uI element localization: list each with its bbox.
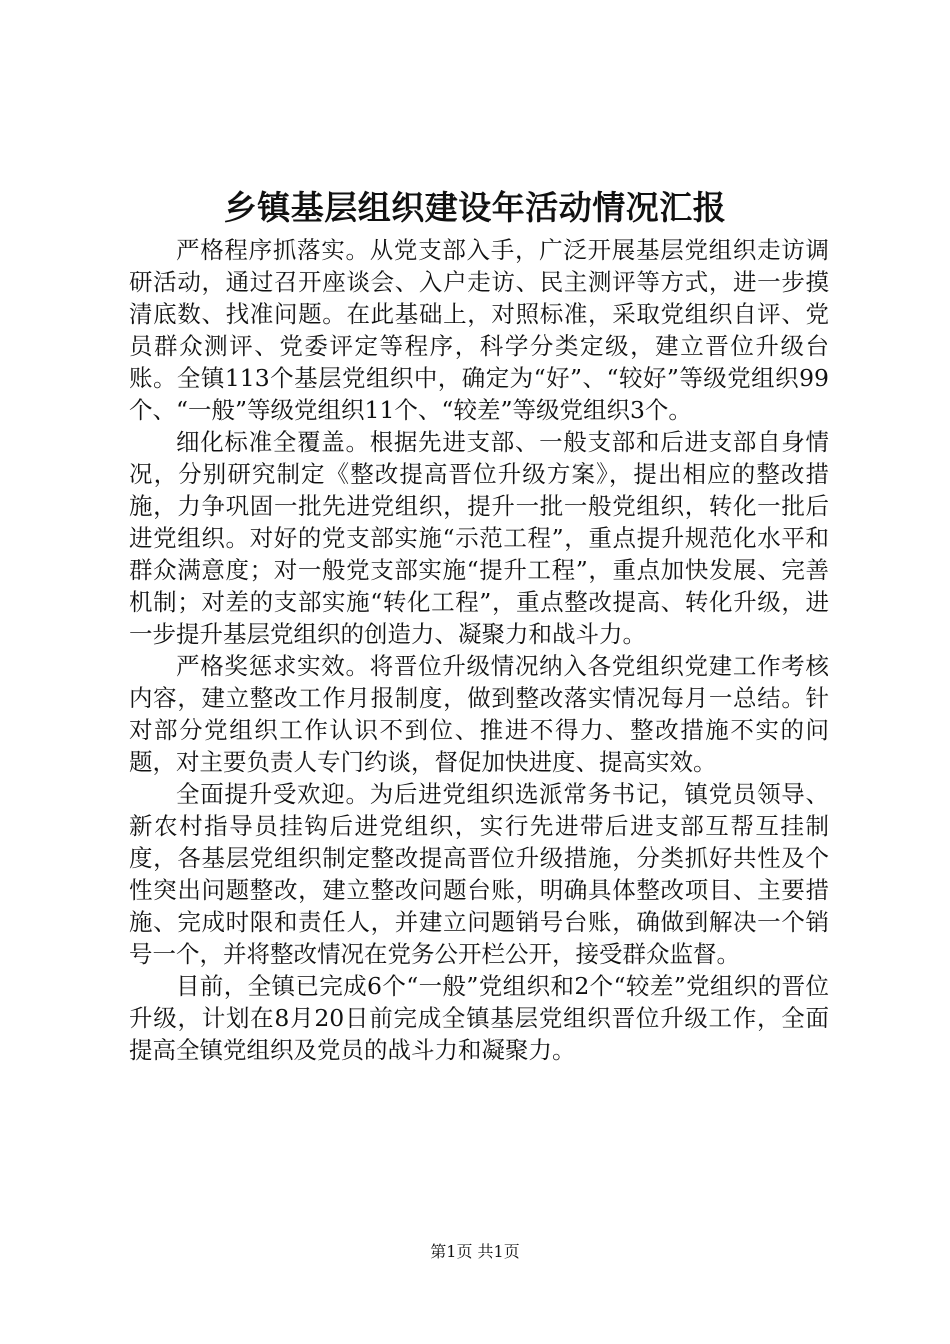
document-body [129, 234, 829, 1066]
paragraph-procedure: 严格程序抓落实。从党支部入手，广泛开展基层党组织走访调研活动，通过召开座谈会、入户走访、民主测评等方式，进一步摸清底数、找准问题。在此基础上，对照标准，采取党组织自评、党员群众测评、党委评定等程序，科学分类定级，建立晋位升级台账。全镇113个基层党组织中，确定为“好”、“较好”等级党组织99个、“一般”等级党组织11个、“较差”等级党组织3个。 [129, 236, 829, 424]
paragraph-current-status: 目前，全镇已完成6个“一般”党组织和2个“较差”党组织的晋位升级，计划在8月20日前完成全镇基层党组织晋位升级工作，全面提高全镇党组织及党员的战斗力和凝聚力。 [129, 972, 829, 1064]
paragraph-improvement: 全面提升受欢迎。为后进党组织选派常务书记，镇党员领导、新农村指导员挂钩后进党组织，实行先进带后进支部互帮互挂制度，各基层党组织制定整改提高晋位升级措施，分类抓好共性及个性突出问题整改，建立整改问题台账，明确具体整改项目、主要措施、完成时限和责任人，并建立问题销号台账，确做到解决一个销号一个，并将整改情况在党务公开栏公开，接受群众监督。 [129, 780, 829, 968]
paragraph-rewards: 严格奖惩求实效。将晋位升级情况纳入各党组织党建工作考核内容，建立整改工作月报制度，做到整改落实情况每月一总结。针对部分党组织工作认识不到位、推进不得力、整改措施不实的问题，对主要负责人专门约谈，督促加快进度、提高实效。 [129, 652, 829, 776]
paragraph-standards: 细化标准全覆盖。根据先进支部、一般支部和后进支部自身情况，分别研究制定《整改提高晋位升级方案》，提出相应的整改措施，力争巩固一批先进党组织，提升一批一般党组织，转化一批后进党组织。对好的党支部实施“示范工程”，重点提升规范化水平和群众满意度；对一般党支部实施“提升工程”，重点加快发展、完善机制；对差的支部实施“转化工程”，重点整改提高、转化升级，进一步提升基层党组织的创造力、凝聚力和战斗力。 [129, 428, 829, 648]
document-title: 乡镇基层组织建设年活动情况汇报 [223, 188, 727, 227]
page-number-footer: 第1页 共1页 [430, 1242, 520, 1261]
